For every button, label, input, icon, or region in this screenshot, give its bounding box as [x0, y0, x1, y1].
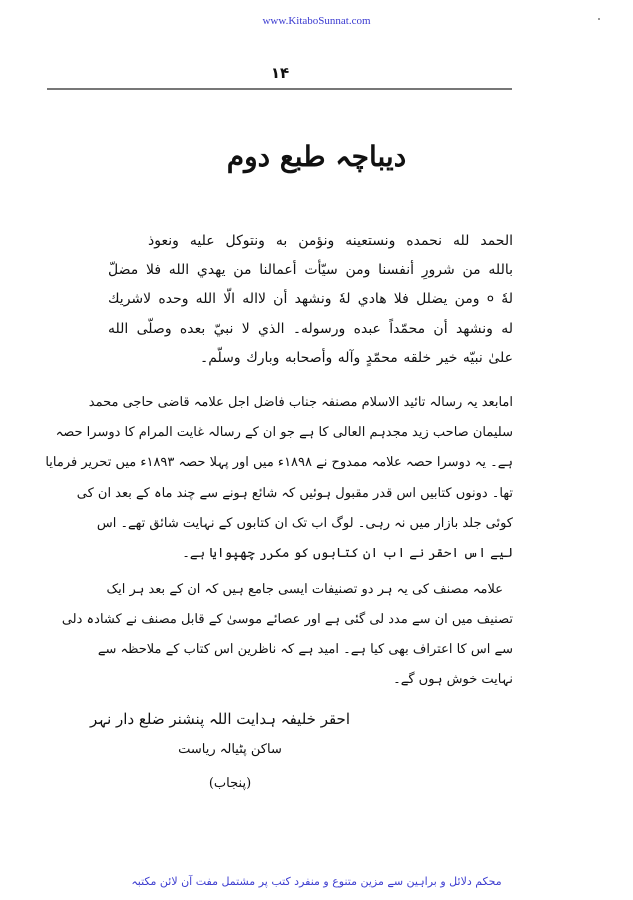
- text-line: امابعد یہ رسالہ تائید الاسلام مصنفہ جناب فاضل اجل علامہ قاضی حاجی محمد: [88, 395, 513, 410]
- footer-tagline: محکم دلائل و براہین سے مزین متنوع و منفرد کتب پر مشتمل مفت آن لائن مکتبہ: [131, 875, 502, 888]
- page-number: ۱۴: [270, 64, 290, 82]
- text-line: تصنیف میں ان سے مدد لی گئی ہے اور عصائے موسیٰ کے قابل مصنف نے کشادہ دلی: [61, 612, 513, 627]
- page-title: دیباچہ طبع دوم: [226, 140, 407, 173]
- text-line: ہے۔ یہ دوسرا حصہ علامہ ممدوح نے ۱۸۹۸ء میں اور پہلا حصہ ۱۸۹۳ء میں تحریر فرمایا: [45, 455, 513, 470]
- signature-residence: ساکن پٹیالہ ریاست: [178, 742, 282, 757]
- header-rule: [47, 88, 512, 90]
- text-line: سلیمان صاحب زید مجدہم العالی کا ہے جو ان کے رسالہ غایت المرام کا دوسرا حصہ: [55, 425, 513, 440]
- signature-region: (پنجاب): [208, 776, 252, 791]
- scan-speck: [598, 18, 600, 20]
- text-line: کوئی جلد بازار میں نہ رہی۔ لوگ اب تک ان کتابوں کے نہایت شائق تھے۔ اس: [96, 516, 513, 531]
- text-line: الحمد لله نحمده ونستعينه ونؤمن به ونتوكل عليه ونعوذ: [148, 233, 513, 249]
- text-line: لهٗ ० ومن يضلل فلا هادي لهٗ ونشهد أن لااله الّا الله وحده لاشريك: [108, 291, 513, 307]
- text-line: بالله من شرورِ أنفسنا ومن سيّأت أعمالنا من يهدي الله فلا مضلّ: [108, 262, 513, 278]
- text-line: سے اس کا اعتراف بھی کیا ہے۔ امید ہے کہ ناظرین اس کتاب کے ملاحظہ سے: [97, 642, 513, 657]
- text-line: لیے اس احقر نے اب ان کتابوں کو مکرر چھپوایا ہے۔: [182, 546, 513, 561]
- signature-name: احقر خلیفہ ہدایت اللہ پنشنر ضلع دار نہر: [90, 710, 350, 728]
- text-line: له ونشهد أن محمّداً عبده ورسوله۔ الذي لا نبيّ بعده وصلّى الله: [108, 321, 513, 337]
- site-link[interactable]: www.KitaboSunnat.com: [262, 15, 371, 27]
- text-line: تھا۔ دونوں کتابیں اس قدر مقبول ہوئیں کہ شائع ہونے سے چند ماہ کے بعد ان کی: [76, 486, 513, 501]
- text-line: علامہ مصنف کی یہ ہر دو تصنیفات ایسی جامع ہیں کہ ان کے بعد ہر ایک: [106, 582, 503, 597]
- text-line: علىٰ نبيّه خير خلقه محمّدٍ وآله وأصحابه وبارك وسلّم۔: [200, 350, 513, 366]
- text-line: نہایت خوش ہوں گے۔: [393, 672, 513, 687]
